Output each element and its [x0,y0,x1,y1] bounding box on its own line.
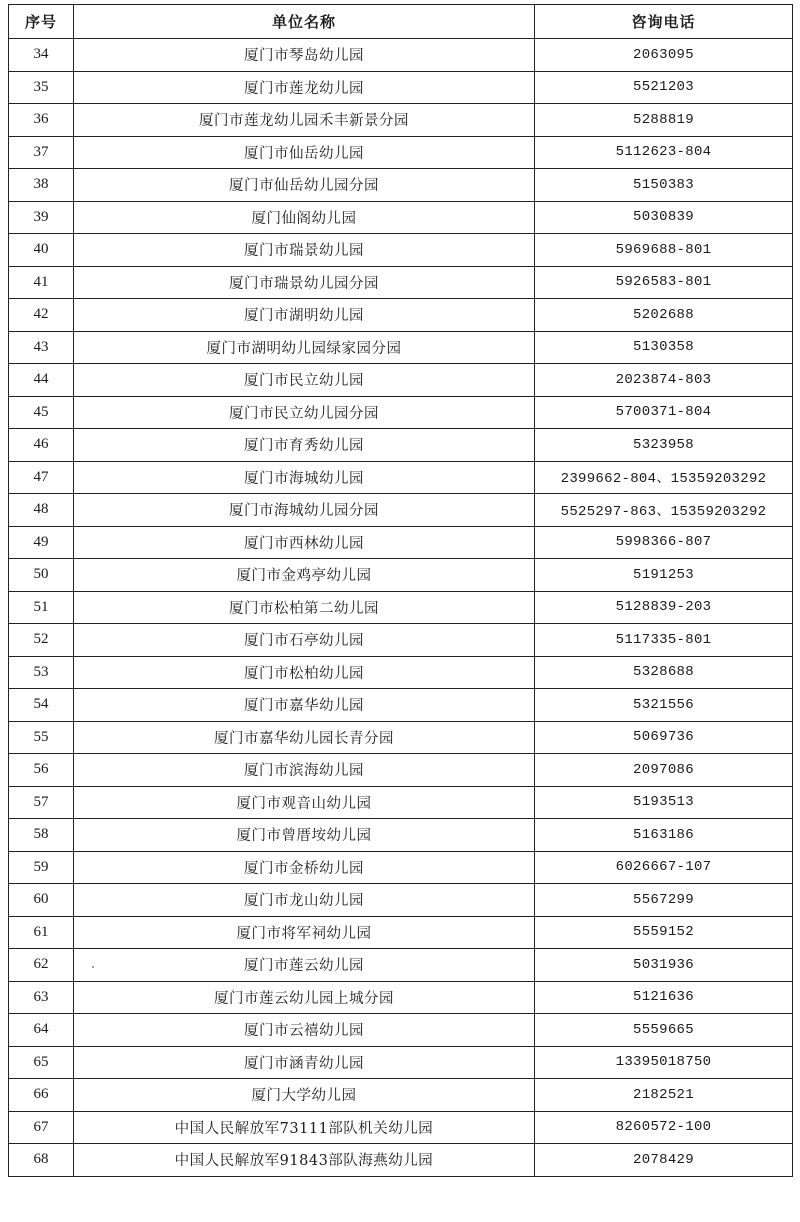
row-index: 42 [9,299,74,332]
consult-phone: 5193513 [535,786,793,819]
unit-name: 厦门大学幼儿园 [74,1079,535,1112]
unit-name: 厦门市莲云幼儿园 [74,949,535,982]
unit-name: 厦门市石亭幼儿园 [74,624,535,657]
row-index: 66 [9,1079,74,1112]
table-row [9,201,793,234]
unit-name: 厦门市民立幼儿园分园 [74,396,535,429]
table-row [9,819,793,852]
table-row [9,786,793,819]
consult-phone: 5525297-863、15359203292 [535,494,793,527]
consult-phone: 2399662-804、15359203292 [535,461,793,494]
consult-phone: 5521203 [535,71,793,104]
row-index: 50 [9,559,74,592]
unit-name: 厦门市金鸡亭幼儿园 [74,559,535,592]
consult-phone: 2078429 [535,1144,793,1177]
consult-phone: 5163186 [535,819,793,852]
unit-name: 厦门市莲龙幼儿园禾丰新景分园 [74,104,535,137]
table-row [9,1079,793,1112]
table-row [9,331,793,364]
table-row [9,396,793,429]
row-index: 57 [9,786,74,819]
row-index: 47 [9,461,74,494]
header-name: 单位名称 [74,5,535,39]
row-index: 54 [9,689,74,722]
unit-name: 厦门市嘉华幼儿园 [74,689,535,722]
table-row [9,169,793,202]
kindergarten-contact-table [8,4,793,1177]
unit-name: 厦门市莲龙幼儿园 [74,71,535,104]
row-index: 49 [9,526,74,559]
table-row [9,526,793,559]
consult-phone: 5288819 [535,104,793,137]
row-index: 48 [9,494,74,527]
table-row [9,624,793,657]
consult-phone: 5559152 [535,916,793,949]
unit-name: 厦门市海城幼儿园分园 [74,494,535,527]
unit-name: 厦门市云禧幼儿园 [74,1014,535,1047]
unit-name: 厦门市育秀幼儿园 [74,429,535,462]
consult-phone: 5328688 [535,656,793,689]
table-row [9,559,793,592]
table-row [9,234,793,267]
unit-name: 厦门市嘉华幼儿园长青分园 [74,721,535,754]
row-index: 61 [9,916,74,949]
consult-phone: 2097086 [535,754,793,787]
row-index: 41 [9,266,74,299]
table-row [9,1046,793,1079]
row-index: 68 [9,1144,74,1177]
table-row [9,656,793,689]
row-index: 52 [9,624,74,657]
table-row [9,71,793,104]
unit-name: 中国人民解放军91843部队海燕幼儿园 [74,1144,535,1177]
row-index: 43 [9,331,74,364]
table-row [9,721,793,754]
row-index: 53 [9,656,74,689]
table-header-row [9,5,793,39]
row-index: 40 [9,234,74,267]
unit-name: 厦门市曾厝垵幼儿园 [74,819,535,852]
table-row [9,1144,793,1177]
table-row [9,754,793,787]
consult-phone: 5191253 [535,559,793,592]
table-row [9,299,793,332]
table-row [9,949,793,982]
table-row [9,104,793,137]
unit-name: 厦门市松柏幼儿园 [74,656,535,689]
unit-name: 厦门市将军祠幼儿园 [74,916,535,949]
consult-phone: 5150383 [535,169,793,202]
unit-name: 厦门市仙岳幼儿园 [74,136,535,169]
unit-name: 厦门市湖明幼儿园绿家园分园 [74,331,535,364]
unit-name: 厦门市民立幼儿园 [74,364,535,397]
row-index: 37 [9,136,74,169]
row-index: 36 [9,104,74,137]
consult-phone: 5567299 [535,884,793,917]
consult-phone: 5700371-804 [535,396,793,429]
consult-phone: 5112623-804 [535,136,793,169]
consult-phone: 2063095 [535,39,793,72]
row-index: 59 [9,851,74,884]
row-index: 58 [9,819,74,852]
consult-phone: 5969688-801 [535,234,793,267]
unit-name: 厦门市湖明幼儿园 [74,299,535,332]
row-index: 45 [9,396,74,429]
table-row [9,266,793,299]
unit-name: 厦门市西林幼儿园 [74,526,535,559]
consult-phone: 6026667-107 [535,851,793,884]
row-index: 55 [9,721,74,754]
row-index: 67 [9,1111,74,1144]
table-row [9,364,793,397]
consult-phone: 5121636 [535,981,793,1014]
unit-name: 厦门仙阁幼儿园 [74,201,535,234]
unit-name: 中国人民解放军73111部队机关幼儿园 [74,1111,535,1144]
row-index: 34 [9,39,74,72]
row-index: 38 [9,169,74,202]
unit-name: 厦门市仙岳幼儿园分园 [74,169,535,202]
unit-name: 厦门市观音山幼儿园 [74,786,535,819]
table-row [9,851,793,884]
row-index: 64 [9,1014,74,1047]
unit-name: 厦门市瑞景幼儿园分园 [74,266,535,299]
consult-phone: 2023874-803 [535,364,793,397]
row-index: 44 [9,364,74,397]
row-index: 62 [9,949,74,982]
consult-phone: 5117335-801 [535,624,793,657]
unit-name: 厦门市滨海幼儿园 [74,754,535,787]
consult-phone: 5998366-807 [535,526,793,559]
table-row [9,136,793,169]
unit-name: 厦门市涵青幼儿园 [74,1046,535,1079]
table-row [9,591,793,624]
consult-phone: 5321556 [535,689,793,722]
consult-phone: 8260572-100 [535,1111,793,1144]
unit-name: 厦门市松柏第二幼儿园 [74,591,535,624]
scan-speck [92,966,94,968]
consult-phone: 5030839 [535,201,793,234]
consult-phone: 13395018750 [535,1046,793,1079]
consult-phone: 5202688 [535,299,793,332]
consult-phone: 5559665 [535,1014,793,1047]
table-body [9,39,793,1177]
consult-phone: 5323958 [535,429,793,462]
unit-name: 厦门市龙山幼儿园 [74,884,535,917]
unit-name: 厦门市金桥幼儿园 [74,851,535,884]
consult-phone: 5031936 [535,949,793,982]
table-row [9,916,793,949]
row-index: 46 [9,429,74,462]
row-index: 56 [9,754,74,787]
consult-phone: 5128839-203 [535,591,793,624]
table-row [9,494,793,527]
row-index: 63 [9,981,74,1014]
header-index: 序号 [9,5,74,39]
unit-name: 厦门市琴岛幼儿园 [74,39,535,72]
consult-phone: 5069736 [535,721,793,754]
unit-name: 厦门市瑞景幼儿园 [74,234,535,267]
unit-name: 厦门市海城幼儿园 [74,461,535,494]
row-index: 39 [9,201,74,234]
row-index: 60 [9,884,74,917]
table-row [9,461,793,494]
table-row [9,689,793,722]
unit-name: 厦门市莲云幼儿园上城分园 [74,981,535,1014]
row-index: 65 [9,1046,74,1079]
consult-phone: 5926583-801 [535,266,793,299]
row-index: 35 [9,71,74,104]
consult-phone: 5130358 [535,331,793,364]
consult-phone: 2182521 [535,1079,793,1112]
table-row [9,39,793,72]
table-row [9,884,793,917]
table-row [9,1111,793,1144]
table-row [9,429,793,462]
table-row [9,981,793,1014]
row-index: 51 [9,591,74,624]
header-phone: 咨询电话 [535,5,793,39]
table-row [9,1014,793,1047]
